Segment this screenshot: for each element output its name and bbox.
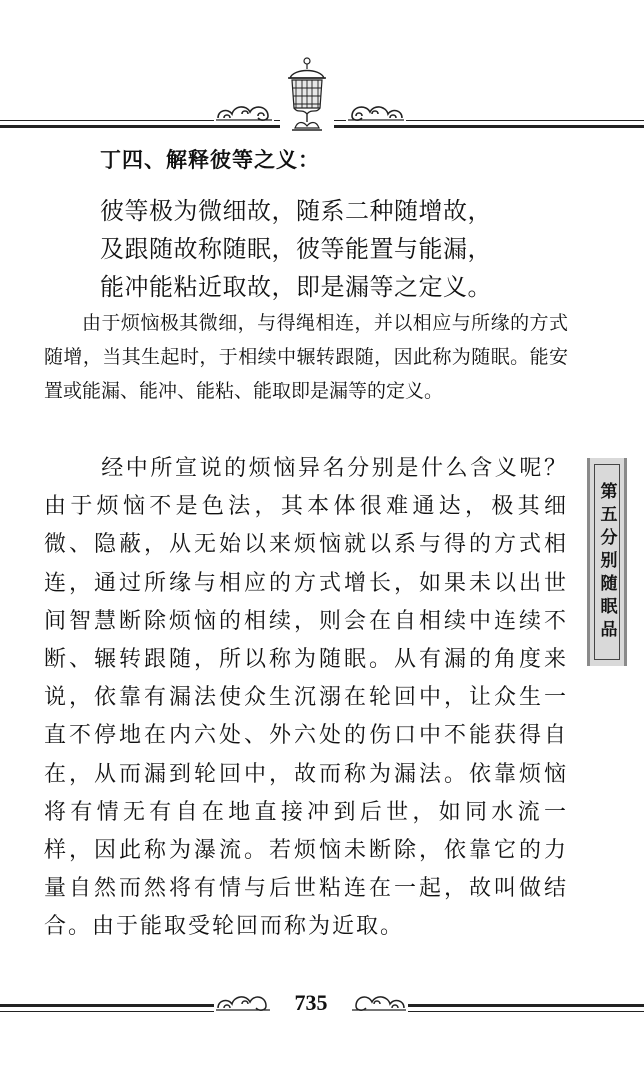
chapter-side-tab [587,458,627,666]
chapter-side-tab-label: 第五分别随眠品 [596,481,617,643]
auspicious-cloud-icon [346,96,406,124]
auspicious-cloud-icon [214,988,272,1014]
victory-banner-icon [280,56,334,136]
verse-line: 及跟随故称随眠，彼等能置与能漏， [100,235,492,263]
explanation-paragraph: 经中所宣说的烦恼异名分别是什么含义呢？由于烦恼不是色法，其本体很难通达，极其细微、隐蔽，从无始以来烦恼就以系与得的方式相连，通过所缘与相应的方式增长，如果未以出世间智慧断除烦恼的相续，则会在自相续中连续不断、辗转跟随，所以称为随眠。从有漏的角度来说，依靠有漏法使众生沉溺在轮回中，让众生一直不停地在内六处、外六处的伤口中不能获得自在，从而漏到轮回中，故而称为漏法。依靠烦恼将有情无有自在地直接冲到后世，如同水流一样，因此称为瀑流。若烦恼未断除，依靠它的力量自然而然将有情与后世粘连在一起，故叫做结合。由于能取受轮回而称为近取。 [44,456,568,940]
chapter-side-tab-frame [594,464,620,660]
verse-block [100,192,492,306]
auspicious-cloud-icon [214,96,274,124]
section-heading: 丁四、解释彼等之义： [100,147,320,172]
verse-line: 彼等极为微细故，随系二种随增故， [100,197,492,225]
verse-line: 能冲能粘近取故，即是漏等之定义。 [100,273,492,301]
commentary-paragraph: 由于烦恼极其微细，与得绳相连，并以相应与所缘的方式随增，当其生起时，于相续中辗转跟随，因此称为随眠。能安置或能漏、能冲、能粘、能取即是漏等的定义。 [44,312,568,402]
auspicious-cloud-icon [350,988,408,1014]
page-number: 735 [272,988,350,1018]
